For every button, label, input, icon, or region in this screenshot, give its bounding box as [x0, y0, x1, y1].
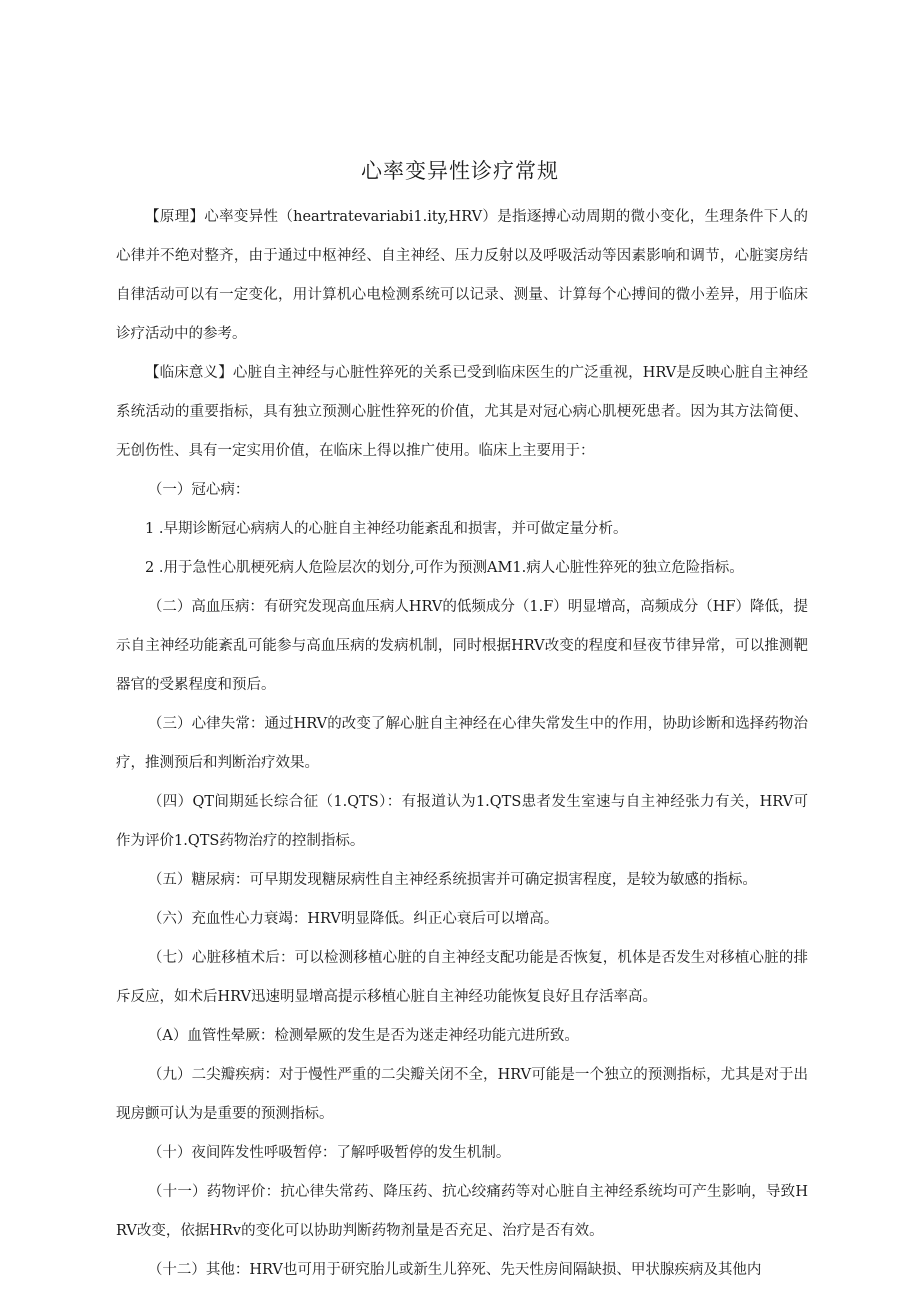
paragraph-drug-evaluation: （十一）药物评价：抗心律失常药、降压药、抗心绞痛药等对心脏自主神经系统均可产生影响，导致HRV改变，依据HRv的变化可以协助判断药物剂量是否充足、治疗是否有效。: [116, 1184, 808, 1239]
document-body: [116, 198, 808, 1290]
paragraph-vasovagal-syncope: （A）血管性晕厥：检测晕厥的发生是否为迷走神经功能亢进所致。: [147, 1028, 579, 1044]
paragraph-clinical-significance: 【临床意义】心脏自主神经与心脏性猝死的关系已受到临床医生的广泛重视，HRV是反映心脏自主神经系统活动的重要指标，具有独立预测心脏性猝死的价值，尤其是对冠心病心肌梗死患者。因为其方法简便、无创伤性、具有一定实用价值，在临床上得以推广使用。临床上主要用于：: [116, 365, 808, 459]
paragraph-numbered-item: 1 .早期诊断冠心病病人的心脏自主神经功能紊乱和损害，并可做定量分析。: [145, 521, 628, 537]
paragraph-long-qt-syndrome: （四）QT间期延长综合征（1.QTS）：有报道认为1.QTS患者发生室速与自主神经张力有关，HRV可作为评价1.QTS药物治疗的控制指标。: [116, 794, 808, 849]
paragraph-principle: 【原理】心率变异性（heartratevariabi1.ity,HRV）是指逐搏心动周期的微小变化，生理条件下人的心律并不绝对整齐，由于通过中枢神经、自主神经、压力反射以及呼吸活动等因素影响和调节，心脏窦房结自律活动可以有一定变化，用计算机心电检测系统可以记录、测量、计算每个心搏间的微小差异，用于临床诊疗活动中的参考。: [116, 209, 808, 342]
paragraph-arrhythmia: （三）心律失常：通过HRV的改变了解心脏自主神经在心律失常发生中的作用，协助诊断和选择药物治疗，推测预后和判断治疗效果。: [116, 716, 808, 771]
paragraph-other: （十二）其他：HRV也可用于研究胎儿或新生儿猝死、先天性房间隔缺损、甲状腺疾病及其他内: [147, 1262, 762, 1278]
paragraph-coronary-heart-disease: （一）冠心病：: [147, 482, 250, 498]
paragraph-heart-failure: （六）充血性心力衰竭：HRV明显降低。纠正心衰后可以增高。: [147, 911, 559, 927]
paragraph-hypertension: （二）高血压病：有研究发现高血压病人HRV的低频成分（1.F）明显增高，高频成分（HF）降低，提示自主神经功能紊乱可能参与高血压病的发病机制，同时根据HRV改变的程度和昼夜节律异常，可以推测靶器官的受累程度和预后。: [116, 599, 809, 693]
paragraph-numbered-item: 2 .用于急性心肌梗死病人危险层次的划分,可作为预测AM1.病人心脏性猝死的独立危险指标。: [145, 560, 744, 576]
paragraph-sleep-apnea: （十）夜间阵发性呼吸暂停：了解呼吸暂停的发生机制。: [147, 1145, 511, 1161]
paragraph-mitral-valve-disease: （九）二尖瓣疾病：对于慢性严重的二尖瓣关闭不全，HRV可能是一个独立的预测指标，尤其是对于出现房颤可认为是重要的预测指标。: [116, 1067, 808, 1122]
page-title: 心率变异性诊疗常规: [361, 159, 559, 183]
paragraph-heart-transplant: （七）心脏移植术后：可以检测移植心脏的自主神经支配功能是否恢复，机体是否发生对移植心脏的排斥反应，如术后HRV迅速明显增高提示移植心脏自主神经功能恢复良好且存活率高。: [116, 950, 808, 1005]
paragraph-diabetes: （五）糖尿病：可早期发现糖尿病性自主神经系统损害并可确定损害程度，是较为敏感的指标。: [147, 872, 757, 888]
